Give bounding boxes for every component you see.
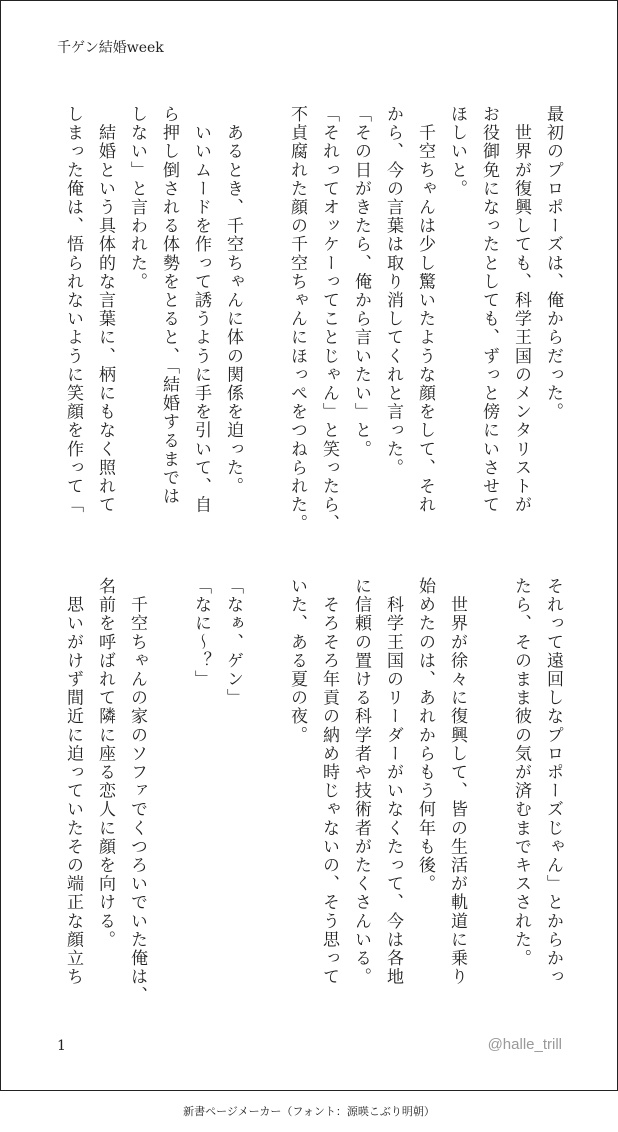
text-line: しない」と言われた。 (127, 105, 147, 291)
text-line: たら、そのまま彼の気が済むまでキスされた。 (511, 577, 531, 968)
text-line: 世界が復興しても、科学王国のメンタリストが (511, 105, 531, 515)
text-line: 「その日がきたら、俺から言いたい」と。 (351, 105, 371, 459)
text-line: ほしいと。 (447, 105, 467, 198)
text-line: に信頼の置ける科学者や技術者がたくさんいる。 (351, 577, 371, 987)
text-line: そろそろ年貢の納め時じゃないの、そう思って (319, 577, 339, 987)
text-line: から、今の言葉は取り消してくれと言った。 (383, 105, 403, 477)
body-text-bottom (55, 577, 569, 1007)
text-line: お役御免になったとしても、ずっと傍にいさせて (479, 105, 499, 515)
text-line: それって遠回しなプロポーズじゃん」とからかっ (543, 577, 563, 987)
text-line: 「なぁ、ゲン」 (223, 577, 243, 708)
text-line: 結婚という具体的な言葉に、柄にもなく照れて (95, 105, 115, 515)
paragraph-gap (153, 577, 185, 1007)
paragraph-gap (249, 105, 281, 535)
text-line: 世界が徐々に復興して、皆の生活が軌道に乗り (447, 577, 467, 987)
body-text-top (63, 105, 569, 535)
generator-credit: 新書ページメーカー（フォント：源暎こぶり明朝） (183, 1105, 435, 1118)
text-line: 科学王国のリーダーがいなくたって、今は各地 (383, 577, 403, 987)
page-number: 1 (57, 1038, 66, 1054)
text-line: 千空ちゃんの家のソファでくつろいでいた俺は、 (127, 577, 147, 1005)
text-line: しまった俺は、悟られないように笑顔を作って「 (63, 105, 83, 515)
text-line: あるとき、千空ちゃんに体の関係を迫った。 (223, 105, 243, 496)
paragraph-gap (249, 577, 281, 1007)
text-line: いた、ある夏の夜。 (287, 577, 307, 745)
text-line: 思いがけず間近に迫っていたその端正な顔立ち (63, 577, 83, 987)
text-line: 最初のプロポーズは、俺からだった。 (543, 105, 563, 422)
text-line: 「それってオッケーってことじゃん」と笑ったら、 (319, 105, 339, 533)
text-line: 千空ちゃんは少し驚いたような顔をして、それ (415, 105, 435, 515)
text-line: いいムードを作って誘うように手を引いて、自 (191, 105, 211, 515)
author-handle: @halle_trill (487, 1036, 562, 1053)
page-header-title: 千ゲン結婚week (57, 40, 164, 56)
paragraph-gap (473, 577, 505, 1007)
text-line: 始めたのは、あれからもう何年も後。 (415, 577, 435, 894)
text-line: ら押し倒される体勢をとると、「結婚するまでは (159, 105, 179, 506)
text-line: 「なに〜？」 (191, 577, 211, 689)
text-line: 名前を呼ばれて隣に座る恋人に顔を向ける。 (95, 577, 115, 949)
text-line: 不貞腐れた顔の千空ちゃんにほっぺをつねられた。 (287, 105, 307, 533)
